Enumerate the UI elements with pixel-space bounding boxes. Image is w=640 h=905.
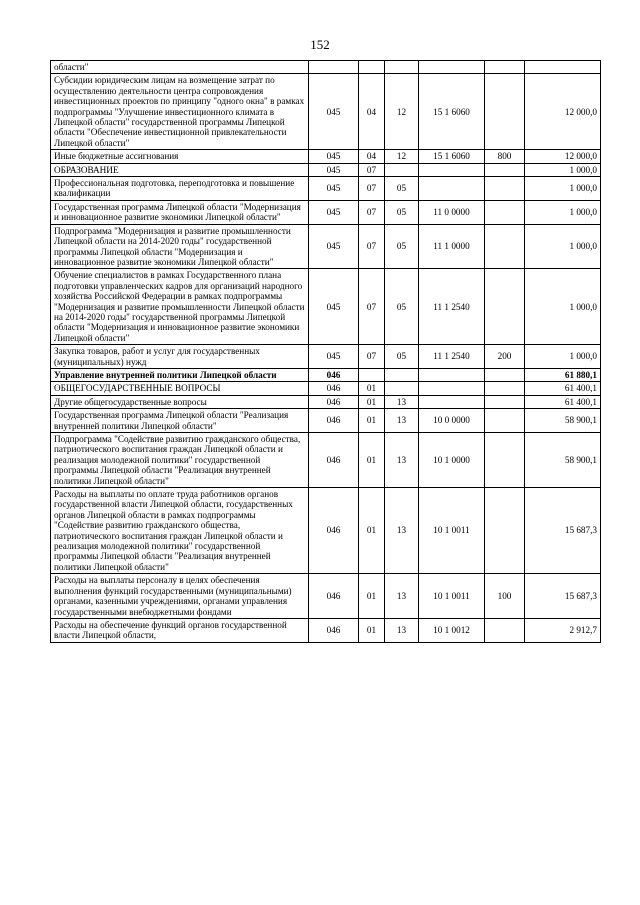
cell-ministry-code: 045 xyxy=(309,177,359,201)
cell-name: области" xyxy=(51,61,309,74)
table-row xyxy=(51,409,601,433)
cell-name: Другие общегосударственные вопросы xyxy=(51,395,309,408)
table-row xyxy=(51,433,601,488)
cell-subsection-code: 05 xyxy=(385,269,419,345)
cell-section-code: 07 xyxy=(359,269,385,345)
cell-target-code: 11 0 0000 xyxy=(419,200,485,224)
cell-subsection-code xyxy=(385,368,419,381)
cell-section-code: 01 xyxy=(359,382,385,395)
cell-name: Закупка товаров, работ и услуг для государственных (муниципальных) нужд xyxy=(51,345,309,369)
table-row xyxy=(51,618,601,642)
table-row xyxy=(51,345,601,369)
cell-ministry-code: 045 xyxy=(309,200,359,224)
cell-expense-type-code xyxy=(485,269,525,345)
cell-target-code xyxy=(419,395,485,408)
cell-subsection-code xyxy=(385,382,419,395)
cell-expense-type-code: 800 xyxy=(485,150,525,163)
cell-subsection-code: 13 xyxy=(385,409,419,433)
cell-subsection-code: 05 xyxy=(385,224,419,269)
cell-expense-type-code xyxy=(485,74,525,150)
cell-name: ОБРАЗОВАНИЕ xyxy=(51,163,309,176)
cell-expense-type-code xyxy=(485,200,525,224)
cell-subsection-code: 13 xyxy=(385,618,419,642)
cell-name: Расходы на обеспечение функций органов государственной власти Липецкой области, xyxy=(51,618,309,642)
cell-subsection-code xyxy=(385,61,419,74)
cell-section-code: 01 xyxy=(359,395,385,408)
cell-amount: 1 000,0 xyxy=(525,345,601,369)
cell-amount: 12 000,0 xyxy=(525,150,601,163)
cell-section-code xyxy=(359,368,385,381)
cell-section-code: 07 xyxy=(359,224,385,269)
cell-ministry-code: 046 xyxy=(309,618,359,642)
cell-expense-type-code xyxy=(485,177,525,201)
cell-target-code xyxy=(419,163,485,176)
cell-amount: 58 900,1 xyxy=(525,409,601,433)
cell-ministry-code: 045 xyxy=(309,269,359,345)
cell-target-code: 15 1 6060 xyxy=(419,150,485,163)
cell-amount: 15 687,3 xyxy=(525,488,601,574)
cell-section-code: 01 xyxy=(359,618,385,642)
cell-name: Государственная программа Липецкой области "Модернизация и инновационное развитие экономики Липецкой области" xyxy=(51,200,309,224)
cell-ministry-code: 046 xyxy=(309,382,359,395)
cell-ministry-code: 045 xyxy=(309,163,359,176)
cell-target-code: 11 1 0000 xyxy=(419,224,485,269)
cell-section-code: 01 xyxy=(359,433,385,488)
cell-expense-type-code xyxy=(485,618,525,642)
cell-expense-type-code: 200 xyxy=(485,345,525,369)
cell-expense-type-code xyxy=(485,409,525,433)
cell-amount xyxy=(525,61,601,74)
cell-target-code xyxy=(419,61,485,74)
cell-amount: 58 900,1 xyxy=(525,433,601,488)
cell-name: Обучение специалистов в рамках Государственного плана подготовки управленческих кадров для организаций народного хозяйства Российской Федерации в рамках подпрограммы "Модернизация и развитие промышленности Липецкой области на 2014-2020 годы" государственной программы Липецкой области "Модернизация и инновационное развитие экономики Липецкой области" xyxy=(51,269,309,345)
cell-target-code: 10 0 0000 xyxy=(419,409,485,433)
cell-expense-type-code xyxy=(485,224,525,269)
cell-amount: 61 880,1 xyxy=(525,368,601,381)
table-row xyxy=(51,61,601,74)
cell-name: Подпрограмма "Содействие развитию гражданского общества, патриотического воспитания граждан Липецкой области и реализация молодежной политики" государственной программы Липецкой области "Реализация внутренней политики Липецкой области" xyxy=(51,433,309,488)
table-row xyxy=(51,74,601,150)
cell-subsection-code: 05 xyxy=(385,200,419,224)
cell-amount: 1 000,0 xyxy=(525,163,601,176)
cell-target-code: 11 1 2540 xyxy=(419,345,485,369)
cell-expense-type-code xyxy=(485,395,525,408)
cell-ministry-code: 046 xyxy=(309,409,359,433)
page-number: 152 xyxy=(310,37,330,52)
cell-section-code: 04 xyxy=(359,74,385,150)
cell-expense-type-code xyxy=(485,433,525,488)
cell-expense-type-code: 100 xyxy=(485,574,525,619)
cell-amount: 2 912,7 xyxy=(525,618,601,642)
cell-section-code: 07 xyxy=(359,345,385,369)
cell-name: Иные бюджетные ассигнования xyxy=(51,150,309,163)
cell-subsection-code: 05 xyxy=(385,177,419,201)
cell-target-code: 15 1 6060 xyxy=(419,74,485,150)
cell-target-code: 10 1 0011 xyxy=(419,488,485,574)
cell-name: Подпрограмма "Модернизация и развитие промышленности Липецкой области на 2014-2020 годы" государственной программы Липецкой области "Модернизация и инновационное развитие экономики Липецкой области" xyxy=(51,224,309,269)
table-row xyxy=(51,574,601,619)
cell-ministry-code: 046 xyxy=(309,368,359,381)
cell-subsection-code: 13 xyxy=(385,395,419,408)
table-row xyxy=(51,177,601,201)
cell-amount: 61 400,1 xyxy=(525,395,601,408)
cell-section-code: 01 xyxy=(359,488,385,574)
cell-name: Расходы на выплаты по оплате труда работников органов государственной власти Липецкой области, государственных органов Липецкой области в рамках подпрограммы "Содействие развитию гражданского общества, патриотического воспитания граждан Липецкой области и реализация молодежной политики" государственной программы Липецкой области "Реализация внутренней политики Липецкой области" xyxy=(51,488,309,574)
cell-section-code: 04 xyxy=(359,150,385,163)
cell-subsection-code: 05 xyxy=(385,345,419,369)
cell-amount: 1 000,0 xyxy=(525,269,601,345)
cell-name: Расходы на выплаты персоналу в целях обеспечения выполнения функций государственными (муниципальными) органами, казенными учреждениями, органами управления государственными внебюджетными фондами xyxy=(51,574,309,619)
cell-section-code: 07 xyxy=(359,177,385,201)
cell-ministry-code: 045 xyxy=(309,74,359,150)
cell-section-code: 07 xyxy=(359,163,385,176)
table-row xyxy=(51,163,601,176)
cell-name: ОБЩЕГОСУДАРСТВЕННЫЕ ВОПРОСЫ xyxy=(51,382,309,395)
cell-ministry-code: 046 xyxy=(309,395,359,408)
cell-target-code: 10 1 0000 xyxy=(419,433,485,488)
table-row xyxy=(51,200,601,224)
table-row xyxy=(51,395,601,408)
cell-name: Профессиональная подготовка, переподготовка и повышение квалификации xyxy=(51,177,309,201)
table-row xyxy=(51,224,601,269)
table-row xyxy=(51,368,601,381)
table-row xyxy=(51,488,601,574)
cell-amount: 15 687,3 xyxy=(525,574,601,619)
cell-subsection-code: 12 xyxy=(385,74,419,150)
cell-target-code xyxy=(419,177,485,201)
cell-section-code: 01 xyxy=(359,574,385,619)
cell-expense-type-code xyxy=(485,61,525,74)
table-row xyxy=(51,150,601,163)
cell-ministry-code: 046 xyxy=(309,488,359,574)
cell-target-code: 10 1 0012 xyxy=(419,618,485,642)
cell-target-code: 10 1 0011 xyxy=(419,574,485,619)
cell-target-code xyxy=(419,382,485,395)
cell-subsection-code: 12 xyxy=(385,150,419,163)
cell-ministry-code: 045 xyxy=(309,150,359,163)
cell-target-code: 11 1 2540 xyxy=(419,269,485,345)
cell-expense-type-code xyxy=(485,382,525,395)
cell-ministry-code: 045 xyxy=(309,224,359,269)
cell-subsection-code: 13 xyxy=(385,488,419,574)
cell-amount: 1 000,0 xyxy=(525,177,601,201)
cell-ministry-code: 046 xyxy=(309,574,359,619)
table-row xyxy=(51,382,601,395)
table-row xyxy=(51,269,601,345)
cell-expense-type-code xyxy=(485,368,525,381)
cell-expense-type-code xyxy=(485,488,525,574)
cell-section-code: 07 xyxy=(359,200,385,224)
cell-ministry-code xyxy=(309,61,359,74)
cell-ministry-code: 046 xyxy=(309,433,359,488)
cell-subsection-code xyxy=(385,163,419,176)
cell-expense-type-code xyxy=(485,163,525,176)
cell-amount: 1 000,0 xyxy=(525,200,601,224)
budget-table xyxy=(50,60,601,643)
cell-ministry-code: 045 xyxy=(309,345,359,369)
cell-amount: 1 000,0 xyxy=(525,224,601,269)
cell-amount: 12 000,0 xyxy=(525,74,601,150)
cell-section-code xyxy=(359,61,385,74)
cell-name: Государственная программа Липецкой области "Реализация внутренней политики Липецкой области" xyxy=(51,409,309,433)
cell-target-code xyxy=(419,368,485,381)
cell-section-code: 01 xyxy=(359,409,385,433)
cell-amount: 61 400,1 xyxy=(525,382,601,395)
cell-subsection-code: 13 xyxy=(385,574,419,619)
cell-subsection-code: 13 xyxy=(385,433,419,488)
budget-table-body xyxy=(51,61,601,643)
cell-name: Управление внутренней политики Липецкой области xyxy=(51,368,309,381)
cell-name: Субсидии юридическим лицам на возмещение затрат по осуществлению деятельности центра сопровождения инвестиционных проектов по принципу "одного окна" в рамках подпрограммы "Улучшение инвестиционного климата в Липецкой области" государственной программы Липецкой области "Обеспечение инвестиционной привлекательности Липецкой области" xyxy=(51,74,309,150)
